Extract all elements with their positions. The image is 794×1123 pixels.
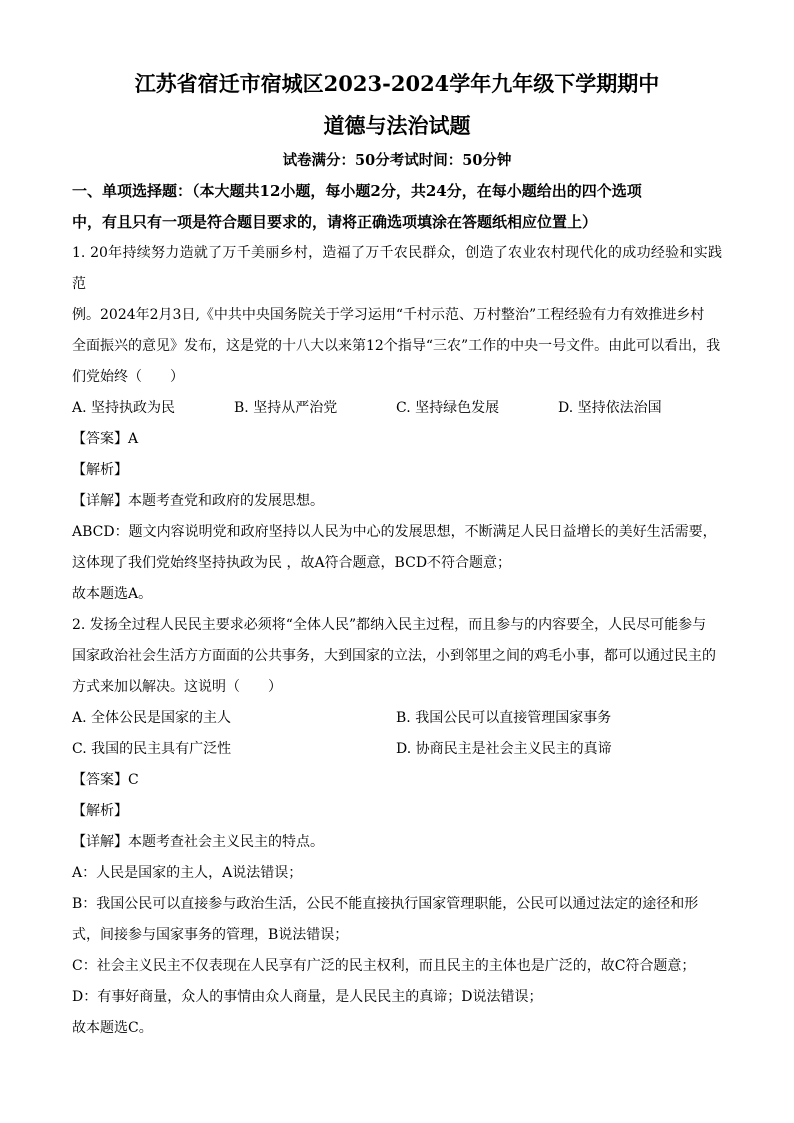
question-2-options — [72, 703, 722, 765]
question-2-option-c: C. 我国的民主具有广泛性 — [72, 741, 232, 757]
question-2-answer: 【答案】C — [72, 772, 139, 788]
question-2-option-d: D. 协商民主是社会主义民主的真谛 — [396, 741, 612, 757]
question-1-explain-line2: 这体现了我们党始终坚持执政为民 ，故A符合题意，BCD不符合题意； — [72, 555, 512, 571]
question-2-stem-line2: 国家政治社会生活方方面面的公共事务，大到国家的立法，小到邻里之间的鸡毛小事，都可以通过民主的 — [72, 648, 716, 664]
section-heading-line1: 一、单项选择题：（本大题共12小题，每小题2分，共24分，在每小题给出的四个选项 — [72, 182, 642, 200]
document-title-line2: 道德与法治试题 — [323, 113, 471, 138]
question-1-stem-line1: 1. 20年持续努力造就了万千美丽乡村，造福了万千农民群众，创造了农业农村现代化的成功经验和实践范 — [72, 245, 722, 292]
question-1-option-d: D. 坚持依法治国 — [558, 400, 662, 416]
question-1-options — [72, 393, 722, 424]
question-2-explain-d: D：有事好商量，众人的事情由众人商量，是人民民主的真谛；D说法错误； — [72, 989, 543, 1005]
question-1-option-a: A. 坚持执政为民 — [72, 400, 176, 416]
question-1-detail: 【详解】本题考查党和政府的发展思想。 — [72, 493, 324, 509]
question-2-explain-b-line2: 式，间接参与国家事务的管理，B说法错误； — [72, 927, 349, 943]
question-1-answer: 【答案】A — [72, 431, 139, 447]
question-2-analysis-label: 【解析】 — [72, 803, 128, 819]
question-1-analysis-label: 【解析】 — [72, 462, 128, 478]
question-1-stem-line4: 们党始终（ ） — [72, 369, 184, 385]
question-2-option-b: B. 我国公民可以直接管理国家事务 — [396, 710, 612, 726]
question-2-option-a: A. 全体公民是国家的主人 — [72, 710, 232, 726]
question-2-stem-line3: 方式来加以解决。这说明（ ） — [72, 679, 282, 695]
question-2-stem-line1: 2. 发扬全过程人民民主要求必须将“全体人民”都纳入民主过程，而且参与的内容要全，人民尽可能参与 — [72, 617, 707, 633]
question-1-stem-line2: 例。2024年2月3日,《中共中央国务院关于学习运用“千村示范、万村整治”工程经验有力有效推进乡村 — [72, 307, 705, 323]
exam-info: 试卷满分：50分考试时间：50分钟 — [282, 152, 512, 169]
section-heading-line2: 中，有且只有一项是符合题目要求的，请将正确选项填涂在答题纸相应位置上） — [72, 213, 598, 231]
question-1-option-b: B. 坚持从严治党 — [234, 400, 338, 416]
document-title-line1: 江苏省宿迁市宿城区2023-2024学年九年级下学期期中 — [134, 71, 660, 96]
question-1-explain-line1: ABCD：题文内容说明党和政府坚持以人民为中心的发展思想，不断满足人民日益增长的美好生活需要， — [72, 524, 717, 540]
question-2-explain-b-line1: B：我国公民可以直接参与政治生活，公民不能直接执行国家管理职能，公民可以通过法定的途径和形 — [72, 896, 699, 912]
question-2-conclusion: 故本题选C。 — [72, 1020, 153, 1036]
question-1-stem-line3: 全面振兴的意见》发布，这是党的十八大以来第12个指导“三农”工作的中央一号文件。由此可以看出，我 — [72, 338, 721, 354]
question-2 — [72, 610, 722, 1044]
question-1-conclusion: 故本题选A。 — [72, 586, 153, 602]
question-2-explain-a: A：人民是国家的主人，A说法错误； — [72, 865, 303, 881]
question-2-detail: 【详解】本题考查社会主义民主的特点。 — [72, 834, 324, 850]
question-2-explain-c: C：社会主义民主不仅表现在人民享有广泛的民主权利，而且民主的主体也是广泛的，故C符合题意； — [72, 958, 696, 974]
question-1-option-c: C. 坚持绿色发展 — [396, 400, 500, 416]
question-1 — [72, 238, 722, 610]
